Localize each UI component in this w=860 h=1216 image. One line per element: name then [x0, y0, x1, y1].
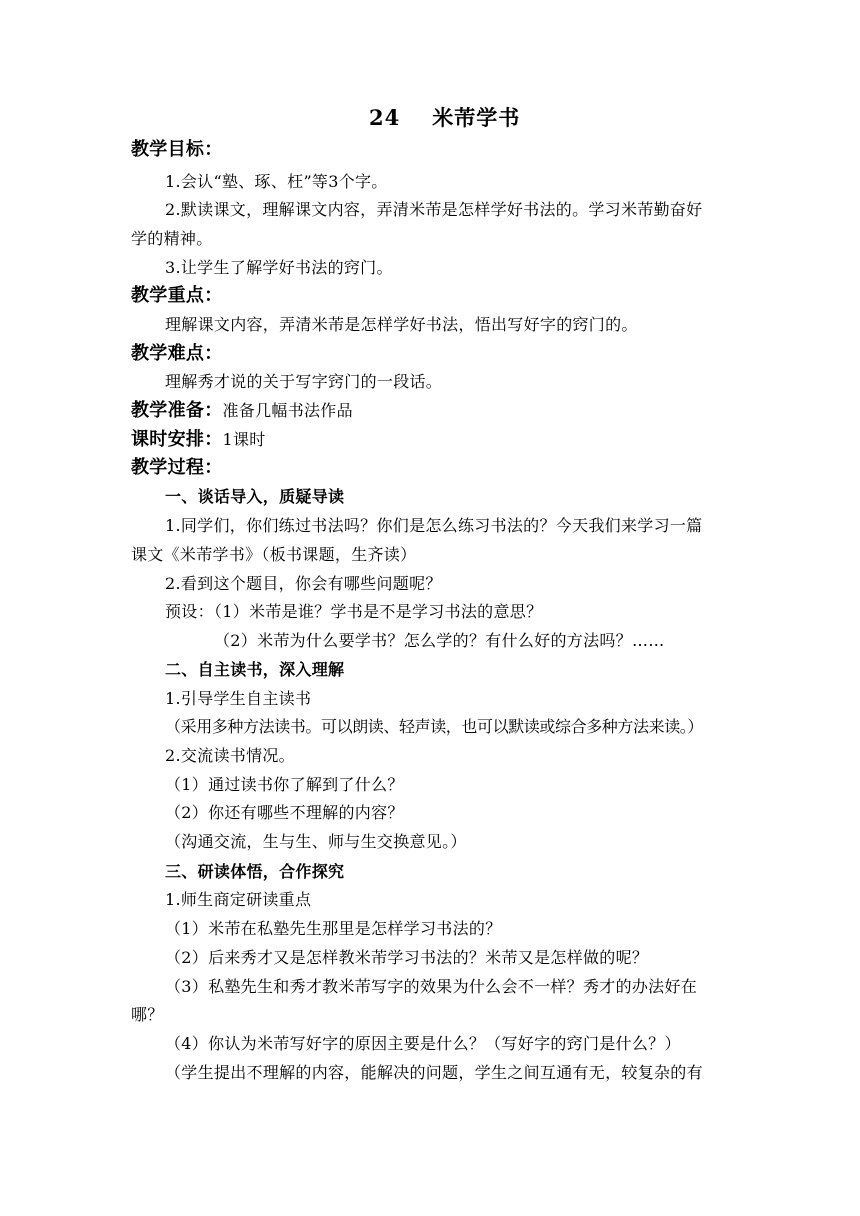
part2-line: （1）通过读书你了解到了什么？ — [165, 775, 404, 794]
part1-line: 课文《米芾学书》（板书课题，生齐读） — [131, 545, 417, 564]
schedule-row — [131, 427, 266, 453]
part2-title: 二、自主读书，深入理解 — [165, 660, 345, 679]
part1-line: （2）米芾为什么要学书？怎么学的？有什么好的方法吗？…… — [214, 631, 665, 650]
objective-line: 学的精神。 — [131, 229, 213, 248]
part2-line: 2.交流读书情况。 — [165, 746, 295, 765]
part2-line: 1.引导学生自主读书 — [165, 689, 312, 708]
part3-line: （学生提出不理解的内容，能解决的问题，学生之间互通有无，较复杂的有 — [165, 1063, 703, 1082]
part2-line: （2）你还有哪些不理解的内容？ — [165, 803, 404, 822]
part1-line: 1.同学们，你们练过书法吗？你们是怎么练习书法的？今天我们来学习一篇 — [165, 516, 703, 535]
lesson-number: 24 — [369, 105, 401, 130]
part3-line: （4）你认为米芾写好字的原因主要是什么？（写好字的窍门是什么？） — [165, 1034, 681, 1053]
part3-line: 1.师生商定研读重点 — [165, 890, 312, 909]
part1-line: 预设：（1）米芾是谁？学书是不是学习书法的意思？ — [165, 602, 543, 621]
preparation-heading: 教学准备： — [131, 400, 223, 421]
schedule-text: 1课时 — [222, 430, 266, 449]
part3-line: （1）米芾在私塾先生那里是怎样学习书法的？ — [165, 919, 502, 938]
part3-line: （3）私塾先生和秀才教米芾写字的效果为什么会不一样？秀才的办法好在 — [165, 977, 698, 996]
objectives-heading: 教学目标： — [131, 139, 223, 160]
part3-line: 哪？ — [131, 1005, 164, 1024]
difficulties-text: 理解秀才说的关于写字窍门的一段话。 — [165, 372, 443, 391]
difficulties-heading: 教学难点： — [131, 343, 223, 364]
part2-line: （沟通交流，生与生、师与生交换意见。） — [165, 832, 467, 851]
key-points-text: 理解课文内容，弄清米芾是怎样学好书法，悟出写好字的窍门的。 — [165, 315, 638, 334]
part3-line: （2）后来秀才又是怎样教米芾学习书法的？米芾又是怎样做的呢？ — [165, 948, 649, 967]
objective-line: 3.让学生了解学好书法的窍门。 — [165, 258, 393, 277]
preparation-row — [131, 398, 353, 424]
part2-line: （采用多种方法读书。可以朗读、轻声读，也可以默读或综合多种方法来读。） — [165, 717, 704, 736]
objective-line: 2.默读课文，理解课文内容，弄清米芾是怎样学好书法的。学习米芾勤奋好 — [165, 200, 703, 219]
preparation-text: 准备几幅书法作品 — [222, 401, 353, 420]
process-heading: 教学过程： — [131, 457, 223, 478]
part1-line: 2.看到这个题目，你会有哪些问题呢？ — [165, 574, 442, 593]
part1-title: 一、谈话导入，质疑导读 — [165, 487, 345, 506]
objective-line: 1.会认“塾、琢、枉”等3个字。 — [165, 172, 388, 191]
schedule-heading: 课时安排： — [131, 429, 223, 450]
lesson-name: 米芾学书 — [432, 105, 521, 130]
lesson-title — [369, 104, 520, 132]
part3-title: 三、研读体悟，合作探究 — [165, 862, 345, 881]
key-points-heading: 教学重点： — [131, 285, 223, 306]
